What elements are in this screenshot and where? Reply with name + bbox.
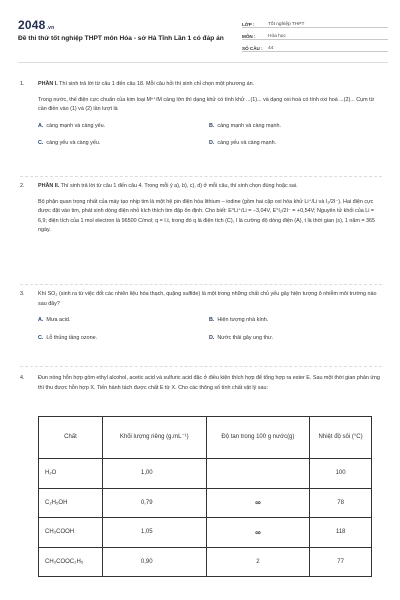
option-text: càng yếu và càng yếu.: [46, 140, 101, 146]
option-d[interactable]: [209, 334, 380, 344]
question-text: Bộ phận quan trọng nhất của máy tạo nhịp tim là một hệ pin điện hóa lithium – iodine (gồm hai cặp oxi hóa khử Li⁺/Li và I₂/2I⁻). Hai điện cực được đặt vào tim, phát sinh dòng điện nhỏ kích thích tim đập ổn định. Cho biết: E°Li⁺/Li = −3,04V, E°I₂/2I⁻ = +0,54V; Nguyên tử khối của Li = 6,9; điện tích của 1 mol electron là 96500 C/mol; q = I.t, trong đó q là điện tích (C), I là cường độ dòng điện (A), t là thời gian (s), 1 năm = 365 ngày.: [38, 198, 375, 233]
exam-meta: [242, 16, 388, 52]
option-d[interactable]: [209, 139, 380, 149]
meta-row-class: [242, 16, 388, 28]
meta-value: 44: [268, 46, 274, 51]
cell-substance: H₂O: [39, 459, 103, 489]
question-1: [20, 80, 380, 149]
option-text: càng yếu và càng mạnh.: [217, 140, 277, 146]
question-number: 4.: [20, 375, 25, 381]
option-text: Hiện tượng nhà kính.: [217, 317, 269, 323]
option-letter: D.: [209, 334, 215, 341]
column-header-boiling-point: Nhiệt độ sôi (°C): [310, 417, 372, 459]
question-3: [20, 290, 380, 343]
table-header-row: [39, 417, 372, 459]
question-divider: [20, 284, 382, 285]
question-divider: [20, 366, 382, 367]
table-row: [39, 459, 372, 489]
cell-solubility: [206, 459, 310, 489]
section-instructions: Thí sinh trả lời từ câu 1 đến câu 4. Trong mỗi ý a), b), c), d) ở mỗi câu, thí sinh chọn đúng hoặc sai.: [59, 183, 298, 189]
cell-density: 0,79: [102, 488, 206, 518]
option-a[interactable]: [38, 122, 209, 132]
properties-table: [38, 416, 372, 577]
cell-boiling-point: 78: [310, 488, 372, 518]
meta-key: LỚP :: [242, 22, 255, 27]
answer-options: [38, 316, 380, 343]
section-instructions: Thí sinh trả lời từ câu 1 đến câu 18. Mỗi câu hỏi thí sinh chỉ chọn một phương án.: [57, 81, 255, 87]
cell-density: 1,00: [102, 459, 206, 489]
question-number: 1.: [20, 81, 25, 87]
meta-key: SỐ CÂU :: [242, 46, 263, 51]
table-row: [39, 518, 372, 548]
option-letter: C.: [38, 140, 44, 146]
site-logo[interactable]: [18, 18, 54, 32]
logo-text: 2048: [18, 18, 46, 32]
option-a[interactable]: [38, 316, 209, 326]
cell-substance: C₂H₅OH: [39, 488, 103, 518]
question-number: 2.: [20, 183, 25, 189]
cell-density: 0,90: [102, 547, 206, 577]
meta-value: Tốt nghiệp THPT: [268, 22, 305, 27]
option-text: Lỗ thủng tầng ozone.: [46, 334, 98, 341]
option-b[interactable]: [209, 316, 380, 326]
option-text: Nước thải gây ung thư.: [217, 334, 274, 341]
meta-row-subject: [242, 28, 388, 40]
cell-solubility: ∞: [206, 488, 310, 518]
option-text: Mưa acid.: [46, 317, 71, 323]
column-header-solubility: Độ tan trong 100 g nước(g): [206, 417, 310, 459]
cell-solubility: 2: [206, 547, 310, 577]
question-number: 3.: [20, 291, 25, 297]
option-letter: B.: [209, 122, 215, 129]
option-letter: B.: [209, 317, 215, 323]
option-c[interactable]: [38, 139, 209, 149]
option-text: càng mạnh và càng mạnh.: [217, 122, 281, 129]
question-text: Đun nóng hỗn hợp gồm ethyl alcohol, acetic acid và sulfuric acid đặc ở điều kiện thích hợp để tổng hợp ra ester E. Sau một thời gian phản ứng thì thu được hỗn hợp X. Tiến hành tách được chất E từ X. Cho các thông số tính chất vật lý sau:: [38, 375, 380, 391]
meta-key: MÔN :: [242, 34, 256, 39]
question-heading: [38, 80, 380, 90]
cell-density: 1,05: [102, 518, 206, 548]
cell-solubility: ∞: [206, 518, 310, 548]
section-label: PHẦN I.: [38, 81, 58, 87]
option-letter: C.: [38, 334, 44, 341]
option-letter: D.: [209, 140, 215, 146]
option-letter: A.: [38, 317, 44, 323]
question-4: [20, 374, 380, 393]
question-text: Khí SO₂ (sinh ra từ việc đốt các nhiên liệu hóa thạch, quặng sulfide) là một trong những chất chủ yếu gây hiện tượng ô nhiễm môi trường nào sau đây?: [38, 291, 377, 307]
answer-options: [38, 122, 380, 149]
page-title: Đề thi thử tốt nghiệp THPT môn Hóa - sở Hà Tĩnh Lần 1 có đáp án: [18, 35, 224, 42]
column-header-density: Khối lượng riêng (g.mL⁻¹): [102, 417, 206, 459]
section-label: PHẦN II.: [38, 183, 60, 189]
option-b[interactable]: [209, 122, 380, 132]
question-heading: [38, 182, 380, 192]
logo-suffix: .vn: [46, 25, 55, 31]
table-row: [39, 488, 372, 518]
column-header-substance: Chất: [39, 417, 103, 459]
option-letter: A.: [38, 122, 44, 129]
cell-boiling-point: 77: [310, 547, 372, 577]
cell-boiling-point: 118: [310, 518, 372, 548]
cell-substance: CH₃COOC₂H₅: [39, 547, 103, 577]
header-divider: [18, 62, 388, 63]
meta-value: Hóa học: [268, 34, 286, 39]
meta-row-count: [242, 40, 388, 52]
question-text: Trong nước, thế điện cực chuẩn của kim loại Mⁿ⁺/M càng lớn thì dạng khử có tính khử ...(1)... và dạng oxi hoá có tính oxi hoá ...(2)... Cụm từ cần điền vào (1) và (2) lần lượt là: [38, 96, 375, 112]
question-divider: [20, 176, 382, 177]
option-text: càng mạnh và càng yếu.: [46, 122, 106, 129]
cell-substance: CH₃COOH: [39, 518, 103, 548]
cell-boiling-point: 100: [310, 459, 372, 489]
question-2: [20, 182, 380, 236]
option-c[interactable]: [38, 334, 209, 344]
table-row: [39, 547, 372, 577]
page-header: [18, 14, 388, 58]
